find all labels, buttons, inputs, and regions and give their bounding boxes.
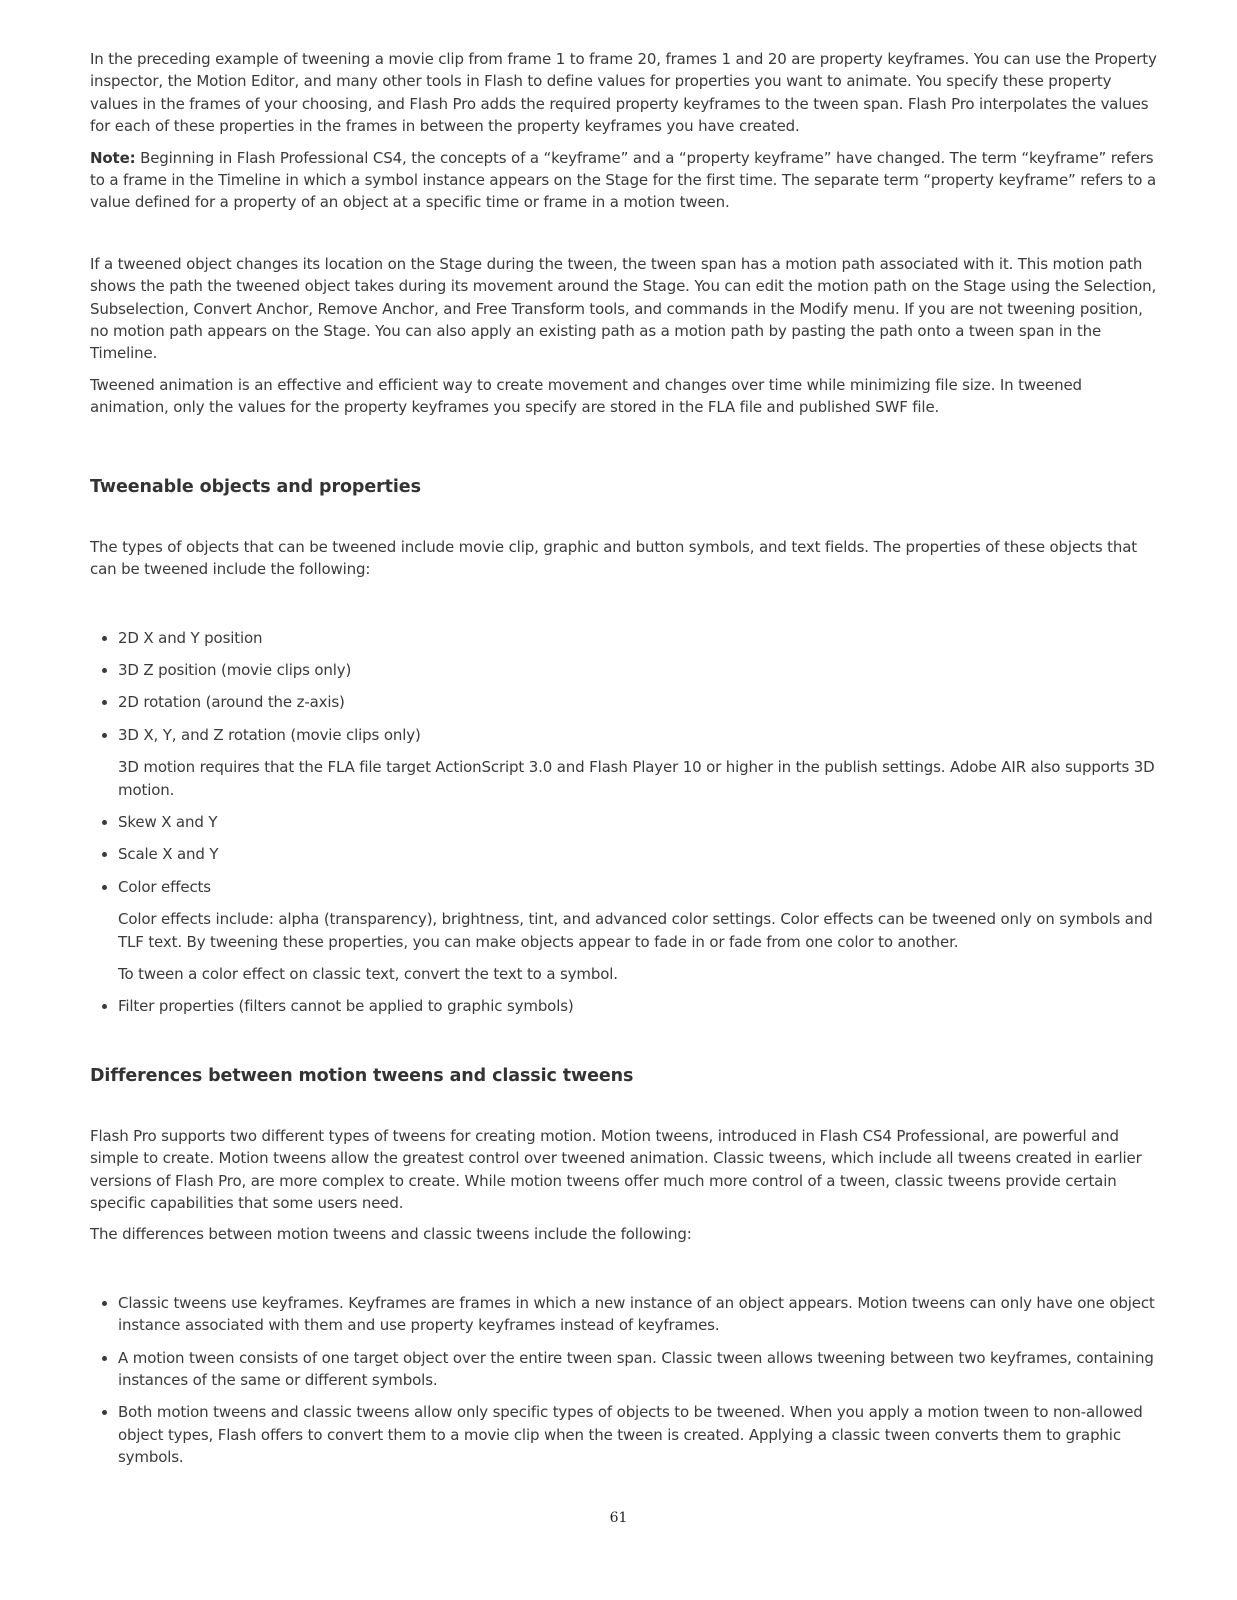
list-item: • 2D rotation (around the z-axis)	[118, 691, 1160, 713]
list-item: • Skew X and Y	[118, 811, 1160, 833]
list-item: • Filter properties (filters cannot be applied to graphic symbols)	[118, 995, 1160, 1017]
heading-differences: Differences between motion tweens and classic tweens	[90, 1065, 634, 1086]
list-item: • Classic tweens use keyframes. Keyframes are frames in which a new instance of an object appears. Motion tweens can only have one object instance associated with them and use property keyframes instead of keyframes.	[118, 1292, 1160, 1337]
page-number: 61	[609, 1510, 628, 1526]
document-page	[90, 48, 1160, 1479]
paragraph-differences-lead: The differences between motion tweens and classic tweens include the following:	[90, 1225, 692, 1244]
note-paragraph	[90, 147, 1160, 214]
list-item: • 3D Z position (movie clips only)	[118, 659, 1160, 681]
heading-tweenable-objects: Tweenable objects and properties	[90, 476, 421, 497]
list-item: • 2D X and Y position	[118, 627, 1160, 649]
list-item-note: Color effects include: alpha (transparency), brightness, tint, and advanced color settings. Color effects can be tweened only on symbols and TLF text. By tweening these properties, you can make objects appear to fade in or fade from one color to another.	[118, 910, 1153, 951]
note-text: Beginning in Flash Professional CS4, the concepts of a “keyframe” and a “property keyframe” have changed. The term “keyframe” refers to a frame in the Timeline in which a symbol instance appears on the Stage for the first time. The separate term “property keyframe” refers to a value defined for a property of an object at a specific time or frame in a motion tween.	[90, 148, 1156, 212]
list-item: • Scale X and Y	[118, 843, 1160, 865]
note-label: Note:	[90, 148, 136, 167]
list-item-note: To tween a color effect on classic text, convert the text to a symbol.	[118, 964, 618, 983]
list-item: • A motion tween consists of one target object over the entire tween span. Classic tween allows tweening between two keyframes, containing instances of the same or different symbols.	[118, 1347, 1160, 1392]
list-item: • Both motion tweens and classic tweens allow only specific types of objects to be tweened. When you apply a motion tween to non-allowed object types, Flash offers to convert them to a movie clip when the tween is created. Applying a classic tween converts them to graphic symbols.	[118, 1401, 1160, 1468]
paragraph-property-keyframes: In the preceding example of tweening a movie clip from frame 1 to frame 20, frames 1 and 20 are property keyframes. You can use the Property inspector, the Motion Editor, and many other tools in Flash to define values for properties you want to animate. You specify these property values in the frames of your choosing, and Flash Pro adds the required property keyframes to the tween span. Flash Pro interpolates the values for each of these properties in the frames in between the property keyframes you have created.	[90, 50, 1157, 136]
paragraph-tweenable-intro: The types of objects that can be tweened include movie clip, graphic and button symbols, and text fields. The properties of these objects that can be tweened include the following:	[90, 537, 1137, 579]
paragraph-tweened-animation: Tweened animation is an effective and efficient way to create movement and changes over time while minimizing file size. In tweened animation, only the values for the property keyframes you specify are stored in the FLA file and published SWF file.	[90, 375, 1082, 417]
paragraph-differences-intro: Flash Pro supports two different types of tweens for creating motion. Motion tweens, introduced in Flash CS4 Professional, are powerful and simple to create. Motion tweens allow the greatest control over tweened animation. Classic tweens, which include all tweens created in earlier versions of Flash Pro, are more complex to create. While motion tweens offer much more control of a tween, classic tweens provide certain specific capabilities that some users need.	[90, 1126, 1142, 1212]
list-item: • Color effects	[118, 876, 1160, 898]
paragraph-motion-path: If a tweened object changes its location on the Stage during the tween, the tween span has a motion path associated with it. This motion path shows the path the tweened object takes during its movement around the Stage. You can edit the motion path on the Stage using the Selection, Subselection, Convert Anchor, Remove Anchor, and Free Transform tools, and commands in the Modify menu. If you are not tweening position, no motion path appears on the Stage. You can also apply an existing path as a motion path by pasting the path onto a tween span in the Timeline.	[90, 254, 1157, 363]
differences-list	[90, 1292, 1160, 1469]
list-item: • 3D X, Y, and Z rotation (movie clips only)	[118, 724, 1160, 746]
tweenable-properties-list	[90, 627, 1160, 1018]
list-item-note: 3D motion requires that the FLA file target ActionScript 3.0 and Flash Player 10 or higher in the publish settings. Adobe AIR also supports 3D motion.	[118, 758, 1155, 799]
